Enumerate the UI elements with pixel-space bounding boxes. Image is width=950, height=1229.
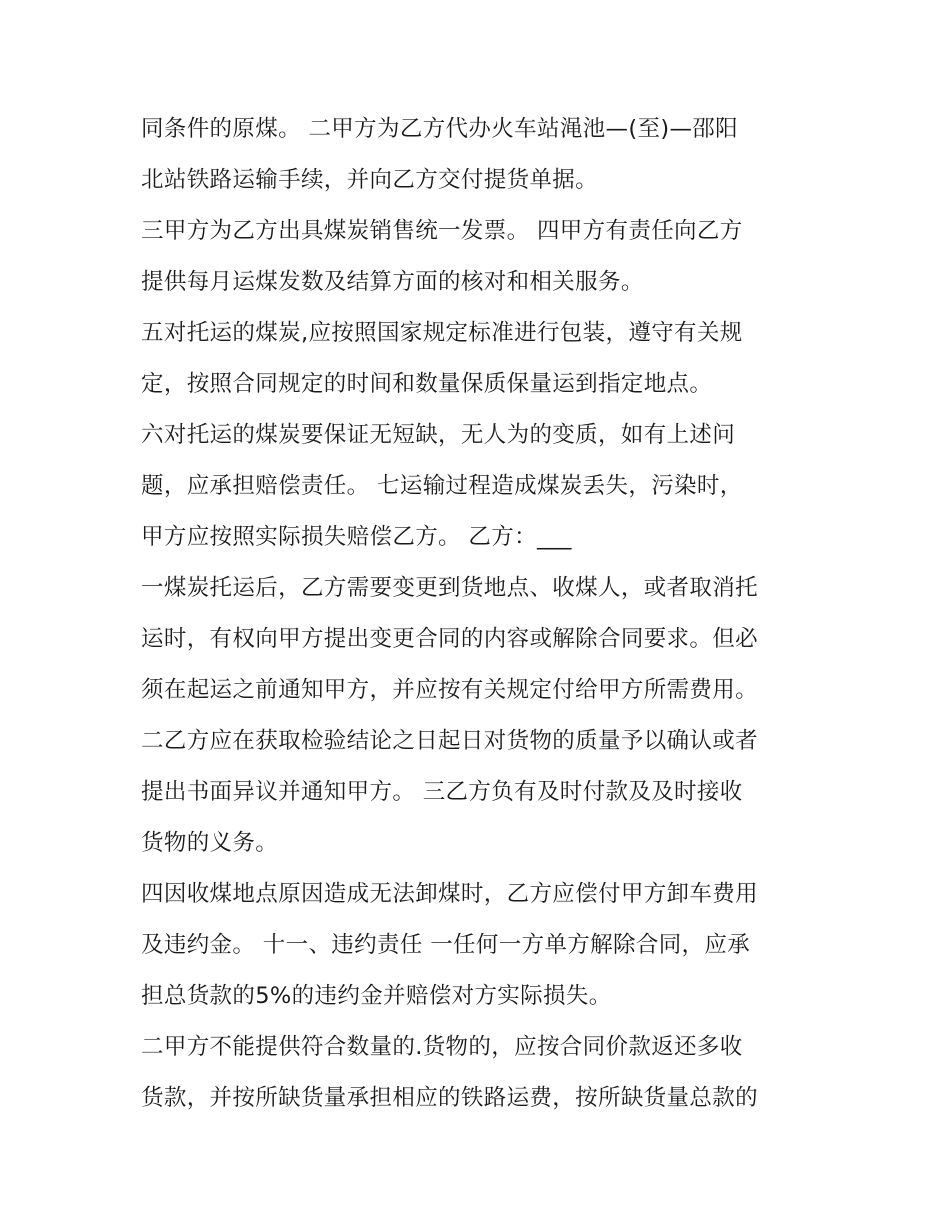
text-line: 二甲方不能提供符合数量的.货物的，应按合同价款返还多收 bbox=[141, 1034, 743, 1060]
text-line: 提供每月运煤发数及结算方面的核对和相关服务。 bbox=[141, 269, 644, 295]
text-line: 同条件的原煤。 二甲方为乙方代办火车站渑池—(至)—邵阳 bbox=[141, 116, 739, 142]
text-line: 货款，并按所缺货量承担相应的铁路运费，按所缺货量总款的 bbox=[141, 1085, 758, 1111]
document-body bbox=[141, 104, 821, 1124]
text-line: 定，按照合同规定的时间和数量保质保量运到指定地点。 bbox=[141, 371, 713, 397]
text-line: 北站铁路运输手续，并向乙方交付提货单据。 bbox=[141, 167, 599, 193]
text-line: 四因收煤地点原因造成无法卸煤时，乙方应偿付甲方卸车费用 bbox=[141, 881, 758, 907]
text-line: 三甲方为乙方出具煤炭销售统一发票。 四甲方有责任向乙方 bbox=[141, 218, 743, 244]
text-line: 担总货款的5%的违约金并赔偿对方实际损失。 bbox=[141, 983, 612, 1009]
text-line: 及违约金。 十一、违约责任 一任何一方单方解除合同，应承 bbox=[141, 932, 751, 958]
text-line: 运时，有权向甲方提出变更合同的内容或解除合同要求。但必 bbox=[141, 626, 758, 652]
text-line: 一煤炭托运后，乙方需要变更到货地点、收煤人，或者取消托 bbox=[141, 575, 758, 601]
text-line: 货物的义务。 bbox=[141, 830, 279, 856]
text-line: 二乙方应在获取检验结论之日起日对货物的质量予以确认或者 bbox=[141, 728, 758, 754]
text-line: 五对托运的煤炭,应按照国家规定标准进行包装，遵守有关规 bbox=[141, 320, 743, 346]
text-line: 六对托运的煤炭要保证无短缺，无人为的变质，如有上述问 bbox=[141, 422, 736, 448]
text-line: 提出书面异议并通知甲方。 三乙方负有及时付款及及时接收 bbox=[141, 779, 743, 805]
text-line: 题，应承担赔偿责任。 七运输过程造成煤炭丢失，污染时， bbox=[141, 473, 743, 499]
text-line: 甲方应按照实际损失赔偿乙方。 乙方：___ bbox=[141, 524, 572, 550]
text-line: 须在起运之前通知甲方，并应按有关规定付给甲方所需费用。 bbox=[141, 677, 758, 703]
